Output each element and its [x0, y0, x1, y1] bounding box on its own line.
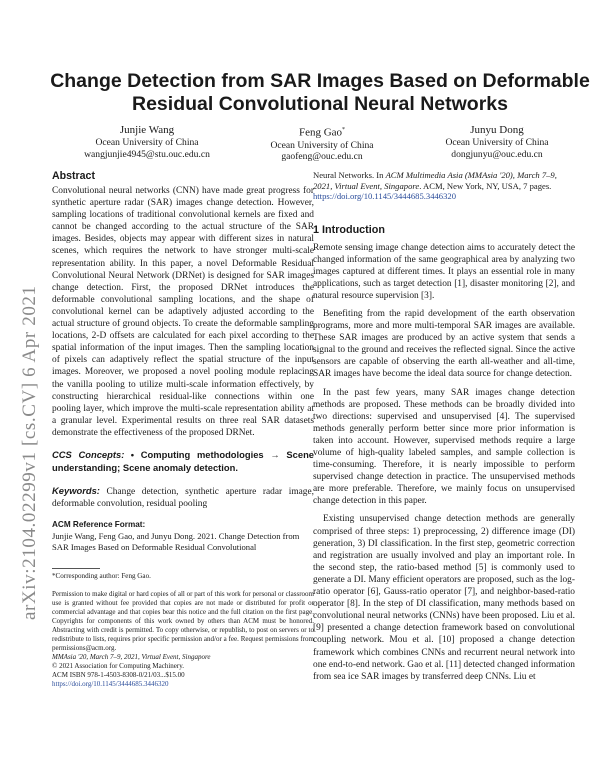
introduction-heading: 1 Introduction	[313, 223, 385, 236]
author-name: Junjie Wang	[119, 124, 175, 136]
left-column	[52, 170, 314, 689]
reference-doi-link[interactable]: https://doi.org/10.1145/3444685.3446320	[313, 191, 456, 201]
doi-link[interactable]: https://doi.org/10.1145/3444685.3446320	[52, 680, 169, 689]
intro-paragraph-3: In the past few years, many SAR images change detection methods are proposed. These methods can be broadly divided into two directions: supervised and unsupervised [4]. The supervised methods generally perform better since more prior information is taken into account. However, supervised methods require a large volume of high-quality labeled samples, and sample collection is time-consuming. Therefore, it is nearly impossible to perform supervised change detection in practice. The unsupervised methods are more preferable. Therefore, we mainly focus on unsupervised change detection in this paper.	[313, 387, 575, 507]
keywords: Keywords: Change detection, synthetic aperture radar image, deformable convolution, residual pooling	[52, 485, 314, 510]
corresponding-mark: *	[342, 127, 346, 133]
intro-paragraph-2: Benefiting from the rapid development of the earth observation programs, more and more multi-temporal SAR images are available. These SAR images are produced by an active system that sends a signal to the ground and receives the reflected signal. Since the active sensors are capable of observing the earth all-weather and all-time, SAR images have become the ideal data source for change detection.	[313, 308, 575, 380]
author-affiliation: Ocean University of China	[95, 137, 199, 148]
author-name: Junyu Dong	[470, 124, 524, 136]
author-block	[40, 124, 600, 164]
author-email: gaofeng@ouc.edu.cn	[281, 151, 363, 163]
intro-paragraph-4: Existing unsupervised change detection methods are generally comprised of three steps: 1) preprocessing, 2) difference image (DI) generation, 3) DI classification. In the first step, geometric correction and registration are usually involved and play an important role. In the second step, the ratio-based method [5] is commonly used to generate a DI. Many efficient operators are proposed, such as the log-ratio operator [6], Gauss-ratio operator [7], and neighbor-based-ratio operator [8]. In the step of DI classification, many methods based on convolutional neural networks (CNNs) have been proposed. Liu et al. [9] presented a change detection framework based on convolutional coupling network. Mou et al. [10] proposed a change detection framework which combines CNNs and recurrent neural network into one end-to-end network. Gao et al. [11] detected changed information from sea ice SAR images by transferred deep CNNs. Liu et	[313, 514, 575, 682]
author-1	[67, 124, 227, 160]
arxiv-identifier: arXiv:2104.02299v1 [cs.CV] 6 Apr 2021	[19, 285, 40, 620]
intro-paragraph-1: Remote sensing image change detection aims to accurately detect the changed information of the same geographical area by analyzing two images captured at different times. It plays an essential role in many applications, such as target detection [1], disaster monitoring [2], and natural resource supervision [3].	[313, 242, 575, 301]
paper-title: Change Detection from SAR Images Based on Deformable Residual Convolutional Neural Networks	[50, 70, 590, 115]
venue-line: MMAsia '20, March 7–9, 2021, Virtual Event, Singapore	[52, 653, 211, 662]
isbn-line: ACM ISBN 978-1-4503-8308-0/21/03...$15.00	[52, 671, 185, 680]
author-email: wangjunjie4945@stu.ouc.edu.cn	[84, 148, 210, 160]
permission-statement: Permission to make digital or hard copies of all or part of this work for personal or classroom use is granted without fee provided that copies are not made or distributed for profit or commercial advantage and that copies bear this notice and the full citation on the first page. Copyrights for components of this work owned by others than ACM must be honored. Abstracting with credit is permitted. To copy otherwise, or republish, to post on servers or to redistribute to lists, requires prior specific permission and/or a fee. Request permissions from permissions@acm.org.	[52, 590, 314, 653]
arxiv-sidebar	[2, 60, 40, 620]
right-column	[313, 170, 575, 683]
footnote-rule	[52, 568, 100, 569]
ccs-concepts: CCS Concepts: • Computing methodologies → Scene understanding; Scene anomaly detection.	[52, 448, 315, 474]
reference-format-continuation: Neural Networks. In ACM Multimedia Asia (MMAsia '20), March 7–9, 2021, Virtual Event, Singapore. ACM, New York, NY, USA, 7 pages. https://doi.org/10.1145/3444685.3446320	[313, 170, 557, 201]
author-email: dongjunyu@ouc.edu.cn	[451, 148, 543, 160]
author-affiliation: Ocean University of China	[445, 137, 549, 148]
author-name: Feng Gao*	[298, 126, 346, 139]
abstract-text: Convolutional neural networks (CNN) have made great progress for synthetic aperture radar (SAR) images change detection. However, sampling locations of traditional convolutional kernels are fixed and cannot be changed according to the actual structure of the SAR images. Besides, objects may appear with different sizes in natural scenes, which requires the network to have stronger multi-scale representation ability. In this paper, a novel Deformable Residual Convolutional Neural Network (DRNet) is designed for SAR images change detection. First, the proposed DRNet introduces the deformable convolutional sampling locations, and the shape of convolutional kernel can be adaptively adjusted according to the actual structure of ground objects. To create the deformable sampling locations, 2-D offsets are calculated for each pixel according to the spatial information of the input images. Then the sampling location of pixels can adaptively reflect the spatial structure of the input images. Moreover, we proposed a novel pooling module replacing the vanilla pooling to utilize multi-scale information effectively, by constructing hierarchical residual-like connections within one pooling layer, which improve the multi-scale representation ability at a granular level. Experimental results on three real SAR datasets demonstrate the effectiveness of the proposed DRNet.	[52, 186, 314, 438]
author-3	[417, 124, 577, 160]
reference-format-text: Junjie Wang, Feng Gao, and Junyu Dong. 2021. Change Detection from SAR Images Based on Deformable Residual Convolutional	[52, 531, 300, 552]
copyright-line: © 2021 Association for Computing Machinery.	[52, 662, 185, 671]
author-2	[242, 124, 402, 163]
reference-format-heading: ACM Reference Format:	[52, 520, 146, 530]
corresponding-footnote: *Corresponding author: Feng Gao.	[52, 572, 151, 581]
author-affiliation: Ocean University of China	[270, 139, 374, 151]
abstract-heading: Abstract	[52, 170, 95, 182]
